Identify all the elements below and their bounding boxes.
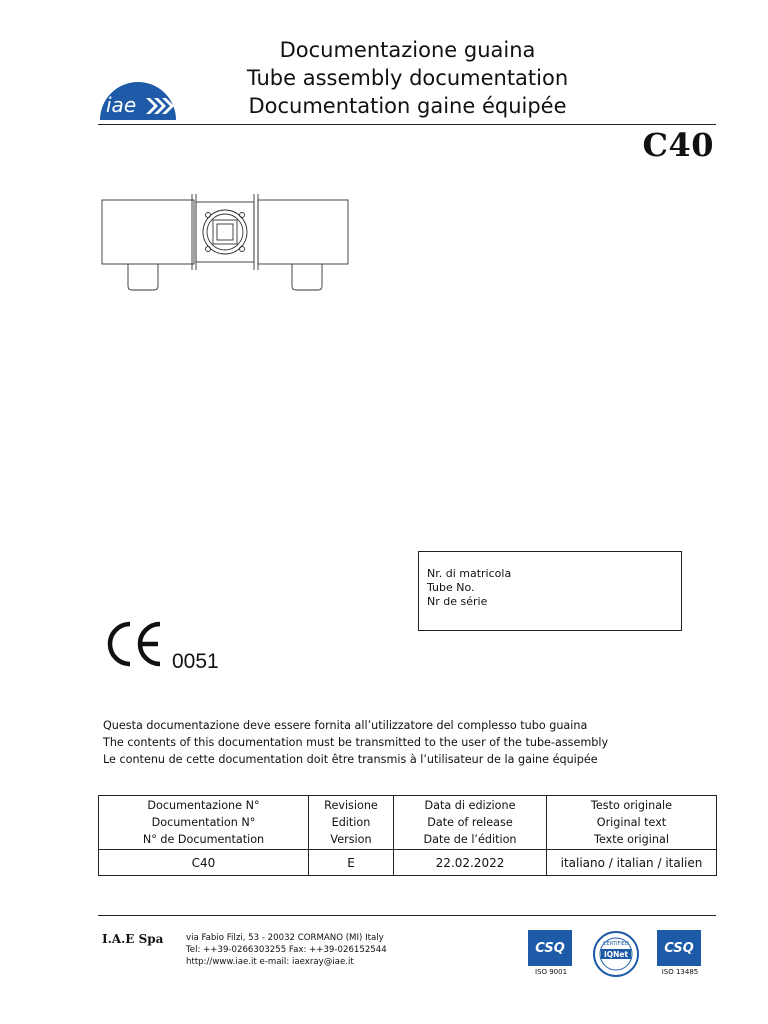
notice-english: The contents of this documentation must be transmitted to the user of the tube-assembly (103, 736, 609, 749)
footer-divider (98, 915, 716, 916)
serial-label-french: Nr de série (427, 595, 488, 608)
serial-number-box (418, 551, 682, 631)
header-release-date: Data di edizione Date of release Date de l’édition (394, 796, 547, 850)
web-email-line: http://www.iae.it e-mail: iaexray@iae.it (186, 957, 354, 967)
svg-text:CERTIFIED: CERTIFIED (603, 941, 629, 947)
document-title (230, 36, 585, 120)
notice-french: Le contenu de cette documentation doit être transmis à l’utilisateur de la gaine équipée (103, 753, 598, 766)
value-original-text: italiano / italian / italien (547, 850, 717, 876)
csq-icon: CSQ (657, 930, 701, 966)
title-french: Documentation gaine équipée (248, 94, 567, 118)
address-line: via Fabio Filzi, 53 - 20032 CORMANO (MI) Italy (186, 933, 384, 943)
svg-text:iae: iae (106, 93, 137, 117)
title-english: Tube assembly documentation (246, 66, 569, 90)
iqnet-icon (592, 930, 640, 978)
serial-label-english: Tube No. (427, 581, 475, 594)
notified-body-number: 0051 (172, 650, 219, 673)
documentation-table (98, 795, 717, 876)
company-name: I.A.E Spa (102, 932, 164, 946)
svg-text:IQNet: IQNet (603, 950, 629, 959)
header-revision: Revisione Edition Version (309, 796, 394, 850)
value-release-date: 22.02.2022 (394, 850, 547, 876)
notice-italian: Questa documentazione deve essere fornita all’utilizzatore del complesso tubo guaina (103, 719, 588, 732)
csq-iso9001-badge: CSQ ISO 9001 (528, 930, 574, 982)
tube-assembly-drawing (100, 192, 352, 292)
document-code: C40 (642, 126, 714, 164)
header-divider (98, 124, 716, 125)
value-revision: E (309, 850, 394, 876)
value-doc-number: C40 (99, 850, 309, 876)
header-doc-number: Documentazione N° Documentation N° N° de Documentation (99, 796, 309, 850)
iae-logo (96, 66, 178, 122)
phone-line: Tel: ++39-0266303255 Fax: ++39-026152544 (186, 945, 387, 955)
ce-mark-icon (104, 620, 166, 668)
serial-label-italian: Nr. di matricola (427, 567, 512, 580)
csq-iso13485-badge: CSQ ISO 13485 (657, 930, 703, 982)
title-italian: Documentazione guaina (279, 38, 536, 62)
header-original-text: Testo originale Original text Texte original (547, 796, 717, 850)
transmission-notice (103, 717, 608, 768)
csq-icon: CSQ (528, 930, 572, 966)
company-address (186, 932, 387, 968)
table-value-row (99, 850, 717, 876)
table-header-row (99, 796, 717, 850)
iqnet-badge (592, 930, 640, 982)
